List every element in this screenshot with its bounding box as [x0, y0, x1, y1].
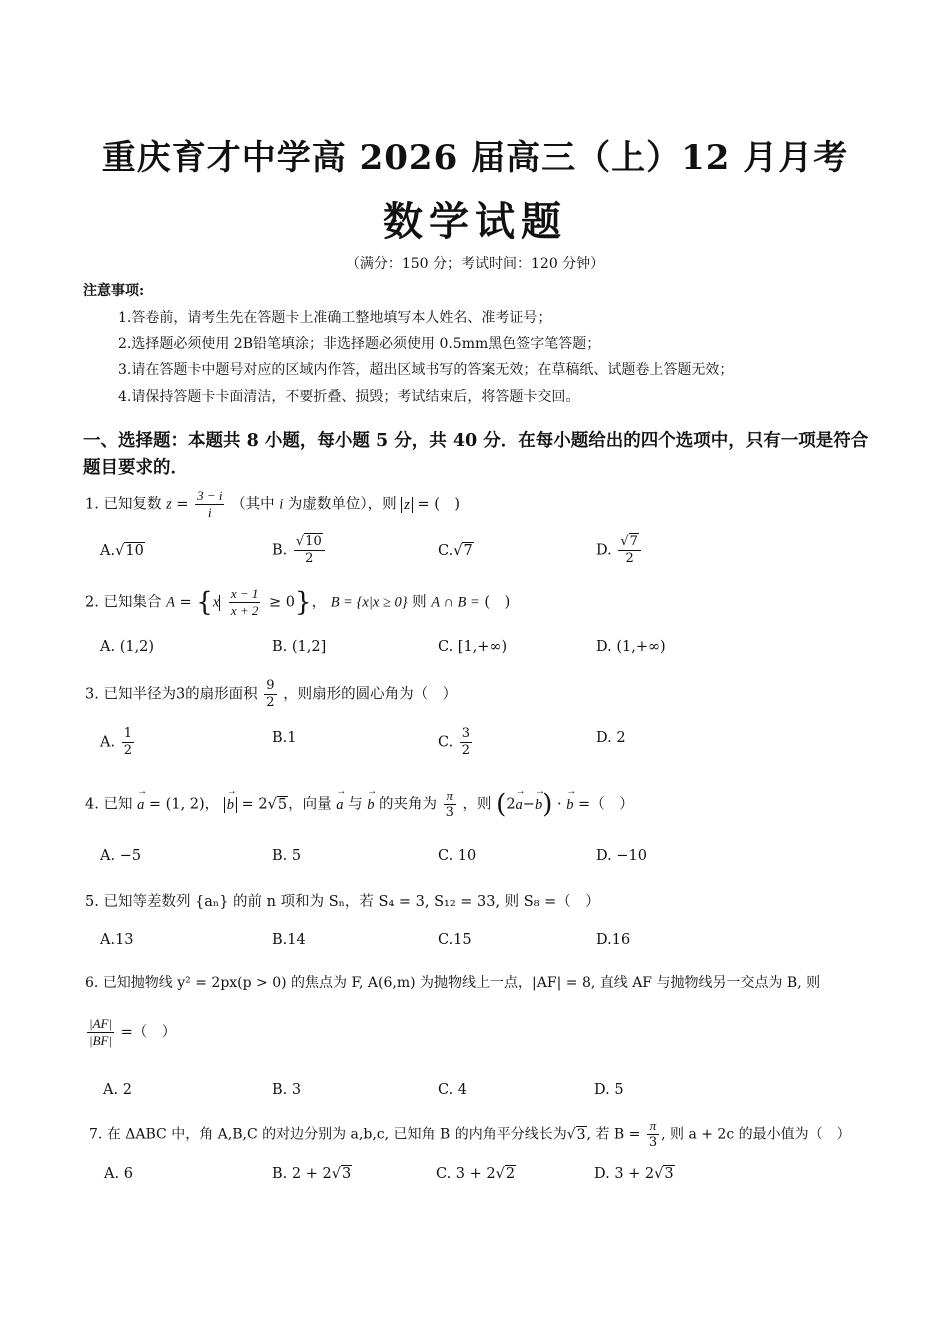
math-vector: → b: [367, 797, 374, 814]
question-text: ，则扇形的圆心角为（ ）: [283, 686, 458, 703]
question-text: ( ): [484, 594, 511, 611]
fraction-denominator: 2: [266, 695, 275, 710]
option-c: [438, 726, 474, 759]
math-expr: 2: [506, 796, 516, 813]
option-a: [100, 726, 136, 759]
math-vector: → b: [227, 797, 234, 814]
math-op: −: [522, 796, 535, 813]
option-c: C. 3 + 2√2: [436, 1166, 516, 1182]
question-number: 3.: [85, 686, 99, 703]
math-var: z: [166, 496, 172, 513]
math-vector: → b: [535, 797, 542, 814]
math-sqrt: 3: [664, 1166, 674, 1182]
math-sqrt: 10: [305, 534, 322, 549]
math-sqrt: 7: [629, 534, 638, 549]
question-3: [85, 678, 457, 711]
fraction: [122, 726, 134, 759]
fraction: [264, 678, 276, 711]
option-b: B. 5: [272, 848, 302, 864]
fraction: [618, 534, 641, 567]
question-text: =（ ）: [578, 796, 634, 813]
question-text: 已知集合: [103, 594, 162, 611]
math-op: ·: [556, 796, 562, 813]
option-b: B. (1,2]: [272, 639, 327, 655]
fraction: [229, 586, 261, 619]
question-number: 7.: [89, 1126, 103, 1143]
fraction: [647, 1118, 659, 1151]
math-op: ≥ 0: [269, 594, 296, 611]
option-label: D.: [596, 730, 612, 746]
option-b: B. 3: [272, 1082, 302, 1098]
math-sqrt: 3: [576, 1126, 586, 1143]
fraction-denominator: 3: [648, 1135, 658, 1150]
math-sqrt: 5: [277, 796, 288, 813]
fraction-numerator: π: [444, 788, 456, 805]
math-vector: → a: [336, 797, 343, 814]
fraction: [444, 788, 456, 821]
option-label: A.: [100, 734, 116, 751]
question-1: [85, 488, 460, 521]
fraction-denominator: 2: [461, 743, 471, 758]
option-label: A.: [100, 543, 116, 559]
question-number: 1.: [85, 496, 99, 513]
math-vector: → a: [137, 797, 144, 814]
fraction-numerator: |AF|: [89, 1016, 113, 1031]
fraction-numerator: √7: [618, 534, 641, 551]
question-text: 已知复数: [103, 496, 162, 513]
option-d: D. −10: [596, 848, 647, 864]
option-c: C. [1,+∞): [438, 639, 508, 655]
question-text: ，向量: [288, 796, 332, 813]
math-sqrt: 3: [341, 1166, 352, 1182]
math-op: =: [176, 496, 189, 513]
question-text: 在 ΔABC 中，角 A,B,C 的对边分别为 a,b,c, 已知角 B 的内角平分线长为: [106, 1126, 567, 1143]
math-brace: {: [196, 587, 213, 618]
option-value: 2: [616, 730, 626, 746]
option-c: C. 10: [438, 848, 477, 864]
option-value: D. 3 + 2: [594, 1166, 655, 1182]
math-sqrt: 2: [505, 1166, 516, 1182]
option-value: A. 6: [104, 1166, 133, 1182]
question-text: 已知等差数列 {aₙ} 的前 n 项和为 Sₙ，若 S₄ = 3, S₁₂ = 33, 则 S₈ =（ ）: [103, 894, 600, 910]
fraction-denominator: 2: [123, 743, 132, 758]
fraction-numerator: √10: [294, 534, 325, 551]
question-text: =（ ）: [120, 1024, 177, 1041]
fraction-denominator: 2: [305, 551, 314, 566]
fraction-denominator: |BF|: [89, 1033, 113, 1048]
notice-item: 2.选择题必须使用 2B铅笔填涂；非选择题必须使用 0.5mm黑色签字笔答题；: [118, 336, 601, 352]
option-d: [596, 730, 626, 746]
option-label: C.: [438, 543, 454, 559]
fraction: [87, 1016, 114, 1049]
score-info: （满分：150 分；考试时间：120 分钟）: [345, 256, 605, 272]
question-4: 4. 已知 → a = (1, 2)， → b = 2√5，向量 → a 与 → b 的夹角为 $\frac{\pi}{3}$ ，则 (2→ a−→ b) · → b =（ ）: [85, 788, 634, 821]
option-a: A.13: [100, 932, 134, 948]
notice-item: 3.请在答题卡中题号对应的区域内作答，超出区域书写的答案无效；在草稿纸、试题卷上答题无效；: [118, 362, 734, 378]
option-label: C.: [438, 734, 454, 751]
question-text: = ( ): [417, 496, 461, 513]
option-a: [104, 1166, 133, 1182]
option-d: D. (1,+∞): [596, 639, 666, 655]
option-value: B. 2 + 2: [272, 1166, 332, 1182]
option-c: C.15: [438, 932, 472, 948]
question-text: 已知: [103, 796, 133, 813]
option-a: A. 2: [103, 1082, 132, 1098]
option-a: A.√10: [100, 543, 144, 559]
math-expr: = 2: [241, 796, 268, 813]
fraction-denominator: 3: [445, 805, 454, 820]
exam-title: 重庆育才中学高 2026 届高三（上）12 月月考: [101, 138, 849, 178]
subject-title: 数学试题: [383, 198, 567, 245]
question-number: 2.: [85, 594, 99, 611]
option-label: B.: [272, 730, 288, 746]
fraction: [460, 726, 472, 759]
notice-heading: 注意事项:: [83, 283, 145, 299]
math-var: x: [212, 594, 220, 611]
math-sqrt: 7: [463, 543, 473, 559]
math-op: =: [179, 594, 192, 611]
math-expr: B = {x|x ≥ 0}: [330, 594, 408, 611]
fraction-numerator: π: [647, 1118, 659, 1135]
math-brace: }: [295, 587, 312, 618]
math-expr: A ∩ B =: [431, 594, 480, 611]
question-text: 的夹角为: [379, 796, 438, 813]
question-text: ，则: [462, 796, 492, 813]
math-vector: → a: [516, 797, 523, 814]
question-7: 7. 在 ΔABC 中，角 A,B,C 的对边分别为 a,b,c, 已知角 B 的内角平分线长为√3, 若 B = $\frac{\pi}{3}$ , 则 a + 2c 的最小值为（ ）: [89, 1118, 851, 1150]
question-text: , 则 a + 2c 的最小值为（ ）: [661, 1126, 851, 1143]
option-d: D.16: [596, 932, 631, 948]
question-number: 4.: [85, 796, 99, 813]
question-5: [85, 890, 600, 911]
fraction-denominator: x + 2: [230, 603, 259, 618]
fraction-numerator: x − 1: [230, 586, 259, 601]
option-b: [272, 730, 297, 746]
question-text: 为虚数单位），则: [287, 496, 397, 513]
question-6: [85, 972, 820, 992]
question-text: 则: [412, 594, 427, 611]
question-6-ratio: [85, 1016, 176, 1049]
fraction-numerator: 1: [123, 726, 132, 741]
fraction-denominator: i: [207, 505, 212, 520]
option-b: B.14: [272, 932, 306, 948]
question-number: 5.: [85, 894, 99, 910]
question-2: [85, 586, 510, 619]
notice-item: 4.请保持答题卡卡面清洁，不要折叠、损毁；考试结束后，将答题卡交回。: [118, 389, 580, 405]
question-text: 已知半径为3的扇形面积: [103, 686, 258, 703]
notice-item: 1.答卷前，请考生先在答题卡上准确工整地填写本人姓名、准考证号；: [118, 310, 552, 326]
fraction-numerator: 3: [461, 726, 471, 741]
fraction-numerator: 9: [266, 678, 275, 693]
option-value: C. 3 + 2: [436, 1166, 496, 1182]
option-b: [272, 534, 327, 567]
option-value: 1: [287, 730, 297, 746]
fraction: [294, 534, 325, 567]
math-vector: → b: [566, 797, 573, 814]
option-c: C. 4: [438, 1082, 468, 1098]
math-expr: = (1, 2)，: [148, 796, 220, 813]
question-text: ，: [311, 594, 327, 611]
option-d: D. 3 + 2√3: [594, 1166, 674, 1182]
math-var: i: [279, 496, 284, 513]
question-text: 与: [348, 796, 363, 813]
fraction: [195, 488, 224, 521]
question-number: 6.: [85, 975, 99, 991]
math-abs: z: [401, 497, 413, 513]
option-d: [596, 534, 643, 567]
fraction-denominator: 2: [625, 551, 634, 566]
option-label: D.: [596, 542, 612, 559]
option-label: B.: [272, 542, 288, 559]
fraction-numerator: 3 − i: [197, 488, 223, 503]
math-var: A: [166, 594, 175, 611]
math-sqrt: 10: [125, 543, 144, 559]
option-d: D. 5: [594, 1082, 624, 1098]
option-a: A. (1,2): [100, 639, 155, 655]
option-b: B. 2 + 2√3: [272, 1166, 352, 1182]
question-text: , 若 B =: [586, 1126, 641, 1143]
question-text: （其中: [231, 496, 275, 513]
section-heading: 一、选择题：本题共 8 小题，每小题 5 分，共 40 分．在每小题给出的四个选项中，只有一项是符合题目要求的．: [83, 431, 869, 478]
option-c: C.√7: [438, 543, 473, 559]
option-a: A. −5: [100, 848, 142, 864]
question-text: 已知抛物线 y² = 2px(p > 0) 的焦点为 F, A(6,m) 为抛物线上一点，|AF| = 8, 直线 AF 与抛物线另一交点为 B, 则: [102, 975, 821, 991]
